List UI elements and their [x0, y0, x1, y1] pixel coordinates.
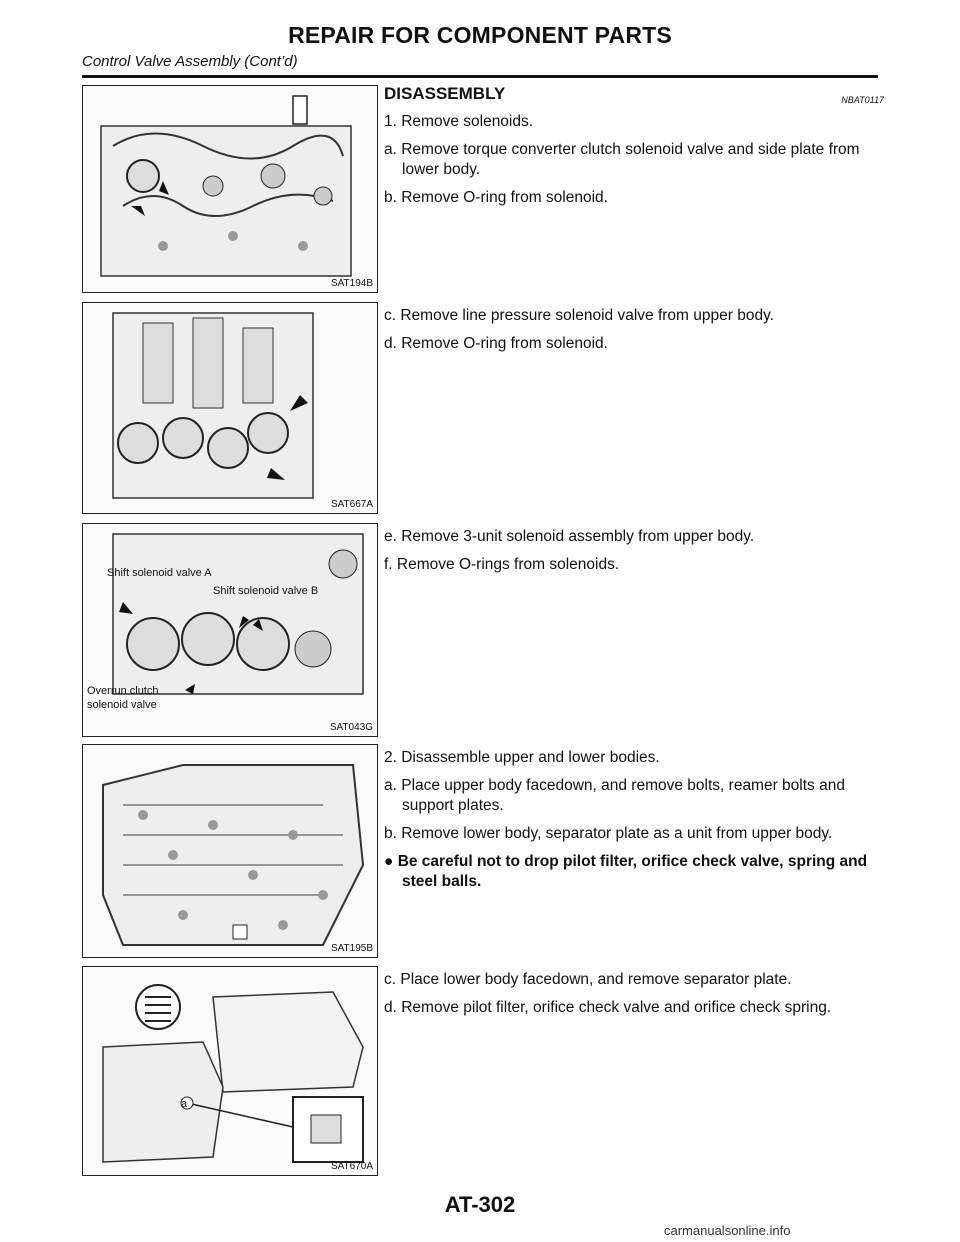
caution-text: Be careful not to drop pilot filter, orifice check valve, spring and steel balls.	[397, 853, 868, 890]
step-1e: e. Remove 3-unit solenoid assembly from upper body.	[384, 528, 755, 545]
figure-sat670a	[82, 966, 378, 1176]
step-1: 1. Remove solenoids.	[384, 113, 534, 130]
page-number: AT-302	[444, 1192, 516, 1217]
figure-sat194b	[82, 85, 378, 293]
step-2a: a. Place upper body facedown, and remove bolts, reamer bolts and support plates.	[384, 777, 845, 814]
header-rule	[82, 75, 878, 78]
callout-shift-valve-b: Shift solenoid valve B	[213, 585, 319, 597]
callout-a: a	[181, 1098, 188, 1110]
step-2b: b. Remove lower body, separator plate as a unit from upper body.	[384, 825, 833, 842]
page-subtitle: Control Valve Assembly (Cont’d)	[82, 53, 298, 70]
step-2d: d. Remove pilot filter, orifice check valve and orifice check spring.	[384, 999, 832, 1016]
separator-plate-illustration	[83, 967, 377, 1175]
caution-note	[384, 852, 884, 892]
section-heading: DISASSEMBLY	[384, 84, 506, 103]
callout-shift-valve-a: Shift solenoid valve A	[107, 567, 212, 579]
callout-solenoid-valve: solenoid valve	[87, 699, 157, 711]
section-block-4	[384, 748, 884, 900]
upper-lower-body-illustration	[83, 745, 377, 957]
step-2: 2. Disassemble upper and lower bodies.	[384, 749, 660, 766]
section-ref: NBAT0117	[841, 95, 884, 105]
page-title: REPAIR FOR COMPONENT PARTS	[288, 22, 672, 48]
step-1a: a. Remove torque converter clutch solenoid valve and side plate from lower body.	[384, 141, 860, 178]
step-2c: c. Place lower body facedown, and remove separator plate.	[384, 971, 792, 988]
watermark: carmanualsonline.info	[664, 1223, 791, 1238]
section-block-1	[384, 84, 884, 216]
figure-sat195b	[82, 744, 378, 958]
bullet-icon: ●	[384, 853, 394, 870]
figure-code: SAT195B	[330, 943, 373, 954]
figure-code: SAT043G	[329, 722, 373, 733]
step-1c: c. Remove line pressure solenoid valve from upper body.	[384, 307, 774, 324]
figure-code: SAT670A	[330, 1161, 373, 1172]
line-pressure-solenoid-illustration	[83, 303, 377, 513]
figure-sat667a	[82, 302, 378, 514]
solenoid-illustration	[83, 86, 377, 292]
figure-code: SAT194B	[330, 278, 373, 289]
section-block-5	[384, 970, 884, 1026]
figure-sat043g	[82, 523, 378, 737]
callout-overrun-clutch: Overrun clutch	[87, 685, 159, 697]
section-block-2	[384, 306, 884, 362]
step-1b: b. Remove O-ring from solenoid.	[384, 189, 608, 206]
figure-code: SAT667A	[330, 499, 373, 510]
step-1d: d. Remove O-ring from solenoid.	[384, 335, 608, 352]
three-unit-solenoid-illustration	[83, 524, 377, 736]
section-block-3	[384, 527, 884, 583]
step-1f: f. Remove O-rings from solenoids.	[384, 556, 620, 573]
